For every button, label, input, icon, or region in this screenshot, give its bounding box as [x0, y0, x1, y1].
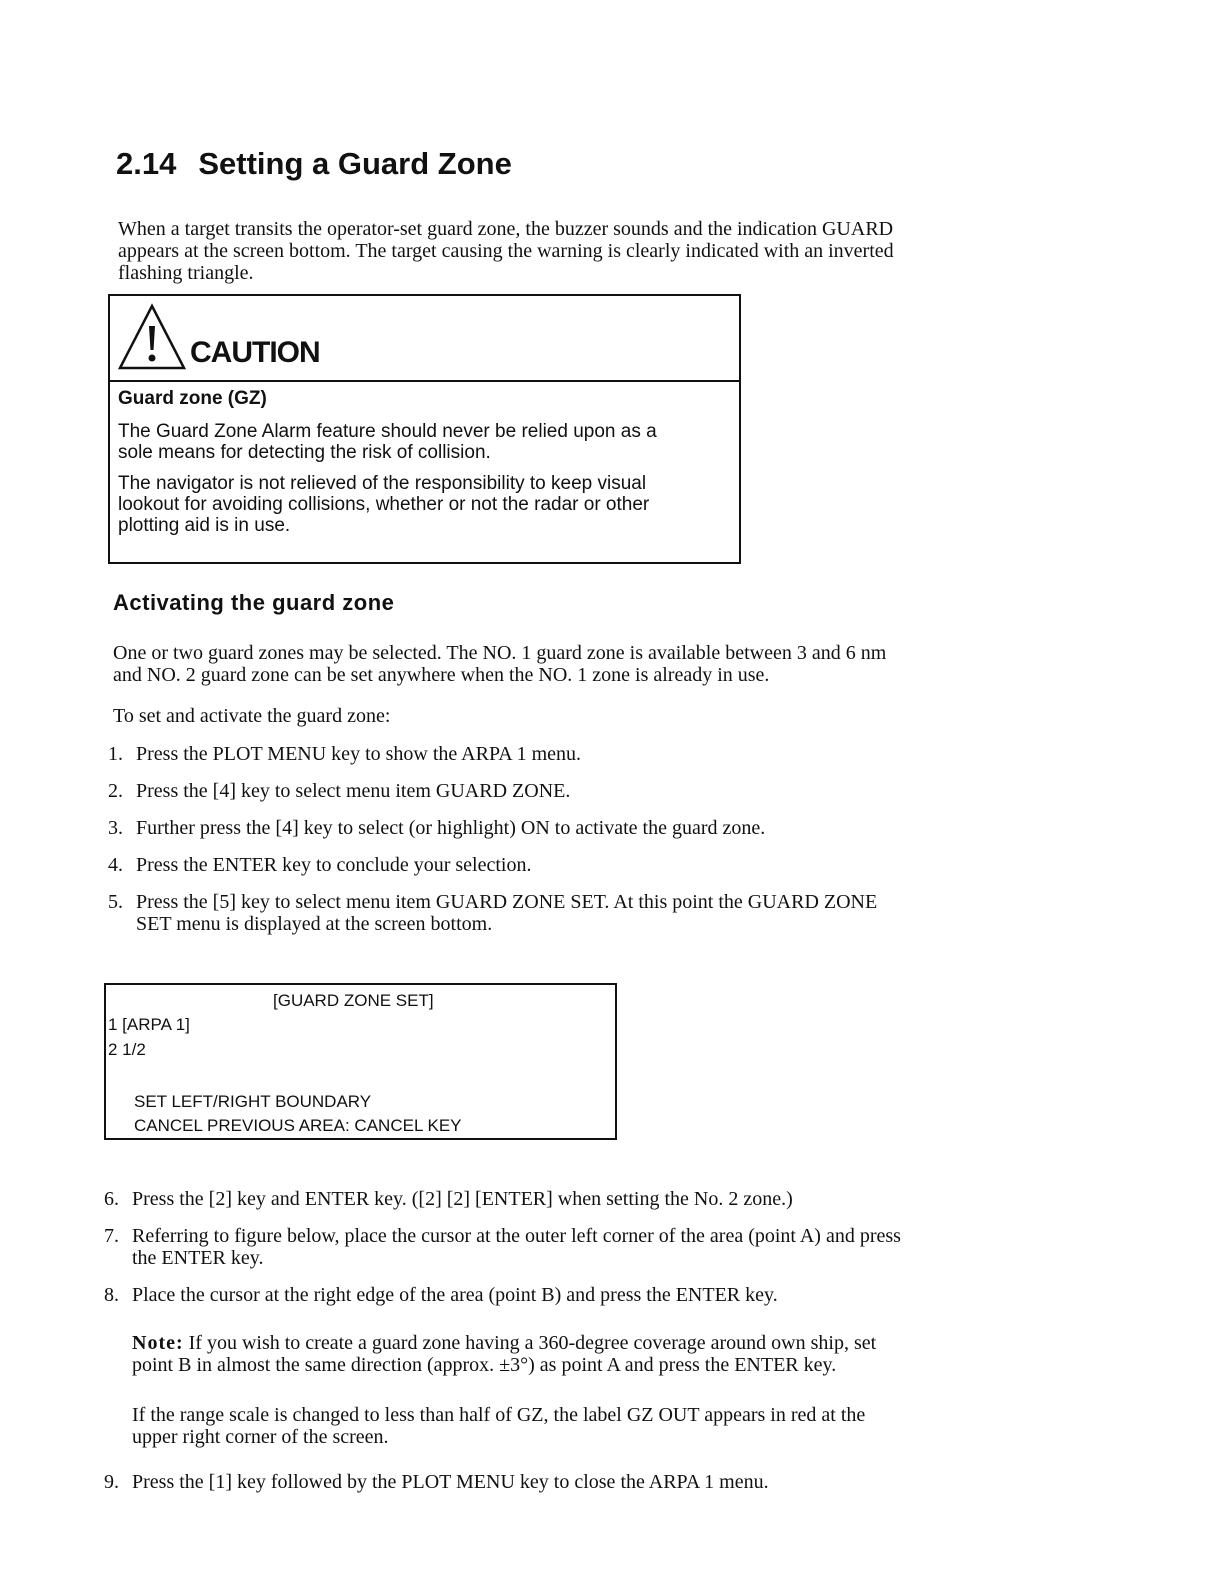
- step-number: 6.: [104, 1188, 119, 1210]
- guard-zone-set-menu: [104, 983, 617, 1140]
- caution-line: The navigator is not relieved of the responsibility to keep visual: [118, 473, 647, 494]
- intro-paragraph: [118, 218, 894, 284]
- caution-paragraph: [118, 473, 731, 536]
- step-text: Press the [2] key and ENTER key. ([2] [2] [ENTER] when setting the No. 2 zone.): [132, 1188, 793, 1210]
- steps-list-c: [104, 1471, 769, 1493]
- range-note-paragraph: [132, 1404, 865, 1448]
- description-line: One or two guard zones may be selected. The NO. 1 guard zone is available between 3 and 6 nm: [113, 642, 887, 664]
- step-text: Further press the [4] key to select (or highlight) ON to activate the guard zone.: [136, 817, 766, 839]
- menu-title: [GUARD ZONE SET]: [273, 991, 434, 1010]
- step-text: Press the [4] key to select menu item GUARD ZONE.: [136, 780, 571, 802]
- step-text: Referring to figure below, place the cursor at the outer left corner of the area (point A) and press: [132, 1225, 901, 1247]
- caution-title: CAUTION: [190, 336, 320, 369]
- step-text: Press the ENTER key to conclude your selection.: [136, 854, 532, 876]
- note-text: If you wish to create a guard zone having a 360-degree coverage around own ship, set: [183, 1332, 877, 1354]
- activating-description: [113, 642, 886, 686]
- list-item: [104, 1471, 769, 1493]
- step-number: 4.: [108, 854, 123, 876]
- note-paragraph: [132, 1332, 876, 1376]
- step-text: Place the cursor at the right edge of the area (point B) and press the ENTER key.: [132, 1284, 778, 1306]
- caution-line: lookout for avoiding collisions, whether or not the radar or other: [118, 494, 650, 515]
- menu-line: CANCEL PREVIOUS AREA: CANCEL KEY: [134, 1116, 462, 1135]
- list-item: [108, 780, 877, 802]
- intro-line: flashing triangle.: [118, 262, 254, 284]
- step-number: 5.: [108, 891, 123, 913]
- menu-line: SET LEFT/RIGHT BOUNDARY: [134, 1092, 372, 1111]
- caution-line: The Guard Zone Alarm feature should never be relied upon as a: [118, 421, 657, 442]
- step-number: 9.: [104, 1471, 119, 1493]
- steps-list-b: [104, 1188, 901, 1306]
- step-number: 1.: [108, 743, 123, 765]
- step-text: Press the [5] key to select menu item GUARD ZONE SET. At this point the GUARD ZONE: [136, 891, 878, 913]
- description-line: and NO. 2 guard zone can be set anywhere when the NO. 1 zone is already in use.: [113, 664, 770, 686]
- list-item: [108, 891, 877, 935]
- caution-line: plotting aid is in use.: [118, 515, 291, 536]
- list-item: [104, 1225, 901, 1269]
- step-text: Press the PLOT MENU key to show the ARPA 1 menu.: [136, 743, 582, 765]
- section-number: 2.14: [116, 146, 177, 181]
- steps-list-a: [108, 743, 877, 935]
- caution-subtitle: Guard zone (GZ): [118, 388, 267, 409]
- menu-line: 2 1/2: [108, 1040, 146, 1059]
- range-note-text: If the range scale is changed to less than half of GZ, the label GZ OUT appears in red at the: [132, 1404, 866, 1426]
- step-number: 8.: [104, 1284, 119, 1306]
- menu-line: 1 [ARPA 1]: [108, 1015, 190, 1034]
- intro-line: When a target transits the operator-set guard zone, the buzzer sounds and the indication GUARD: [118, 218, 894, 240]
- step-text: SET menu is displayed at the screen bottom.: [136, 913, 493, 935]
- list-item: [108, 817, 877, 839]
- note-label: Note:: [132, 1332, 184, 1354]
- caution-body: [110, 382, 739, 536]
- subsection-heading: Activating the guard zone: [113, 590, 395, 615]
- caution-header: [110, 296, 739, 382]
- step-number: 3.: [108, 817, 123, 839]
- list-item: [104, 1284, 901, 1306]
- step-number: 2.: [108, 780, 123, 802]
- warning-triangle-icon: [116, 302, 188, 374]
- note-text: point B in almost the same direction (approx. ±3°) as point A and press the ENTER key.: [132, 1354, 837, 1376]
- intro-line: appears at the screen bottom. The target causing the warning is clearly indicated with an inverted: [118, 240, 894, 262]
- caution-box: [108, 294, 741, 564]
- list-item: [108, 743, 877, 765]
- step-text: the ENTER key.: [132, 1247, 264, 1269]
- list-item: [104, 1188, 901, 1210]
- caution-paragraph: [118, 421, 731, 463]
- caution-line: sole means for detecting the risk of collision.: [118, 442, 491, 463]
- steps-lead: To set and activate the guard zone:: [113, 705, 391, 727]
- section-heading-text: Setting a Guard Zone: [198, 146, 512, 181]
- step-text: Press the [1] key followed by the PLOT MENU key to close the ARPA 1 menu.: [132, 1471, 769, 1493]
- step-number: 7.: [104, 1225, 119, 1247]
- range-note-text: upper right corner of the screen.: [132, 1426, 389, 1448]
- section-title: [116, 146, 512, 182]
- list-item: [108, 854, 877, 876]
